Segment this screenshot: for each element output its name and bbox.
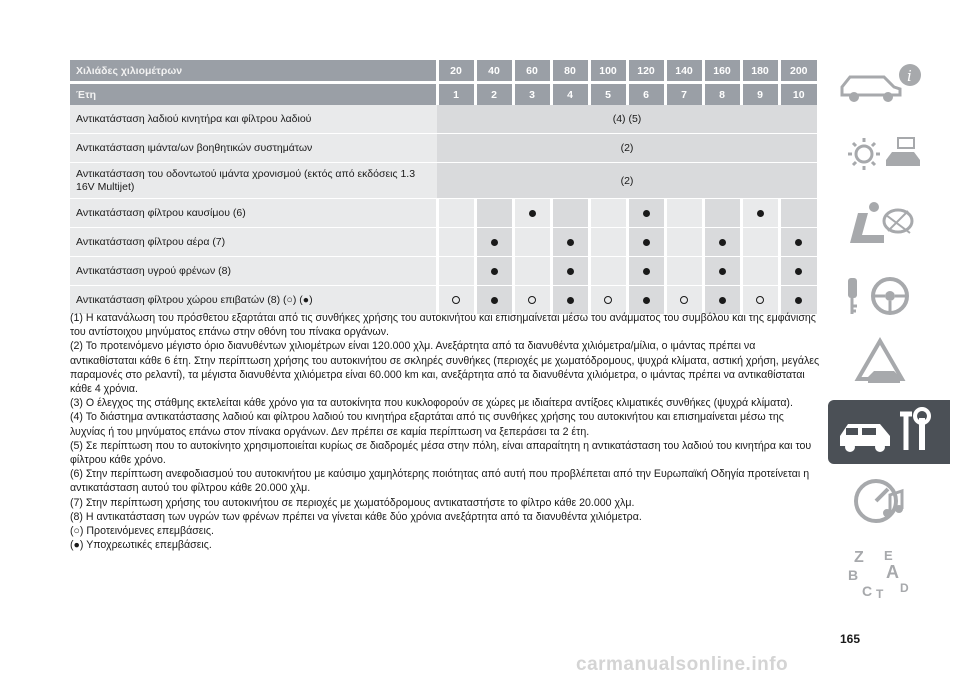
airbag-seat-icon: [828, 193, 950, 257]
years-header-cell: 10: [779, 83, 817, 106]
interval-cell: [703, 228, 741, 257]
alphabet-index-icon: [828, 538, 950, 602]
table-row: [70, 105, 817, 134]
row-label: Αντικατάσταση λαδιού κινητήρα και φίλτρου λαδιού: [70, 105, 437, 134]
interval-cell: [589, 228, 627, 257]
interval-cell: [513, 257, 551, 286]
interval-cell: [589, 257, 627, 286]
recommended-ring-icon: [452, 296, 460, 304]
mandatory-dot-icon: [757, 210, 764, 217]
footnote: (6) Στην περίπτωση ανεφοδιασμού του αυτοκινήτου με καύσιμο χαμηλότερης ποιότητας από αυτή που προβλέπεται από την Ευρωπαϊκή Οδηγία προτείνεται η αντικατάσταση αυτού του φίλτρου κάθε 20.000 χλμ.: [70, 468, 810, 495]
recommended-ring-icon: [756, 296, 764, 304]
chapter-tabs: [828, 55, 950, 607]
mandatory-dot-icon: [529, 210, 536, 217]
maintenance-schedule-table: [70, 60, 817, 315]
mandatory-dot-icon: [719, 239, 726, 246]
row-span-note: (2): [437, 134, 817, 163]
km-header-cell: 120: [627, 60, 665, 83]
years-header-cell: 4: [551, 83, 589, 106]
years-header-row: [70, 83, 817, 106]
footnotes: [70, 311, 820, 552]
index-letter: T: [876, 587, 884, 601]
footnote: (8) Η αντικατάσταση των υγρών των φρένων πρέπει να γίνεται κάθε δύο χρόνια ανεξάρτητα από τα διανυθέντα χιλιόμετρα.: [70, 510, 642, 523]
years-header-cell: 6: [627, 83, 665, 106]
mandatory-dot-icon: [643, 297, 650, 304]
tab-starting-driving[interactable]: [828, 262, 950, 326]
km-header-row: [70, 60, 817, 83]
row-label: Αντικατάσταση υγρού φρένων (8): [70, 257, 437, 286]
footnote: (7) Στην περίπτωση χρήσης του αυτοκινήτου σε περιοχές με χωματόδρομους αντικαταστήστε το φίλτρο κάθε 20.000 χλμ.: [70, 496, 635, 509]
tab-maintenance[interactable]: [828, 400, 950, 464]
recommended-ring-icon: [528, 296, 536, 304]
index-letter: A: [886, 562, 899, 582]
km-header-cell: 40: [475, 60, 513, 83]
footnote: (2) Το προτεινόμενο μέγιστο όριο διανυθέντων χιλιομέτρων είναι 120.000 χλμ. Ανεξάρτητα από τα διανυθέντα χιλιόμετρα/μίλια, ο ιμάντας πρέπει να αντικαθίσταται κάθε 6 έτη. Στην περίπτωση χρήσης του αυτοκινήτου σε σκληρές συνθήκες (περιοχές με χωματόδρομους, ψυχρά κλίματα, αστική χρήση, μεγάλες παραμονές στο ρελαντί), τα μέγιστα διανυθέντα χιλιόμετρα είναι 60.000 km και, ανεξάρτητα από τα διανυθέντα χιλιόμετρα, ο ιμάντας πρέπει να αντικαθίσταται κάθε 4 χρόνια.: [70, 340, 820, 396]
mandatory-dot-icon: [719, 297, 726, 304]
footnote: (○) Προτεινόμενες επεμβάσεις.: [70, 525, 214, 538]
interval-cell: [551, 228, 589, 257]
dashboard-lights-icon: [828, 124, 950, 188]
interval-cell: [779, 199, 817, 228]
mandatory-dot-icon: [491, 268, 498, 275]
mandatory-dot-icon: [795, 239, 802, 246]
mandatory-dot-icon: [719, 268, 726, 275]
table-row: [70, 228, 817, 257]
mandatory-dot-icon: [567, 239, 574, 246]
index-letter: E: [884, 548, 893, 563]
mandatory-dot-icon: [491, 239, 498, 246]
km-header-cell: 140: [665, 60, 703, 83]
interval-cell: [437, 199, 475, 228]
interval-cell: [627, 199, 665, 228]
mandatory-dot-icon: [795, 268, 802, 275]
table-row: [70, 199, 817, 228]
gauge-music-icon: [828, 469, 950, 533]
years-header-label: Έτη: [70, 83, 437, 106]
years-header-cell: 2: [475, 83, 513, 106]
tab-index[interactable]: [828, 538, 950, 602]
index-letter: C: [862, 583, 873, 599]
km-header-cell: 160: [703, 60, 741, 83]
tab-emergency[interactable]: [828, 331, 950, 395]
interval-cell: [475, 228, 513, 257]
svg-text:i: i: [907, 67, 912, 85]
row-label: Αντικατάσταση ιμάντα/ων βοηθητικών συστημάτων: [70, 134, 437, 163]
index-letter: D: [900, 581, 909, 595]
index-letter: Z: [854, 549, 864, 566]
interval-cell: [551, 199, 589, 228]
interval-cell: [741, 257, 779, 286]
interval-cell: [437, 257, 475, 286]
table-row: [70, 257, 817, 286]
index-letter: B: [848, 567, 859, 583]
mandatory-dot-icon: [643, 210, 650, 217]
years-header-cell: 1: [437, 83, 475, 106]
row-label: Αντικατάσταση του οδοντωτού ιμάντα χρονισμού (εκτός από εκδόσεις 1.3 16V Multijet): [70, 163, 437, 199]
table-row: [70, 163, 817, 199]
years-header-cell: 5: [589, 83, 627, 106]
row-span-note: (2): [437, 163, 817, 199]
interval-cell: [513, 199, 551, 228]
footnote: (5) Σε περίπτωση που το αυτοκίνητο χρησιμοποιείται κυρίως σε διαδρομές μέσα στην πόλη, είναι απαραίτητη η αντικατάσταση του λαδιού του κινητήρα και του φίλτρου κάθε χρόνο.: [70, 439, 812, 467]
row-span-note: (4) (5): [437, 105, 817, 134]
years-header-cell: 3: [513, 83, 551, 106]
interval-cell: [779, 257, 817, 286]
interval-cell: [551, 257, 589, 286]
footnote: (4) Το διάστημα αντικατάστασης λαδιού και φίλτρου λαδιού του κινητήρα εξαρτάται από τις συνθήκες χρήσης του αυτοκινήτου και επισημαίνεται μέσω της λυχνίας ή του μηνύματος επάνω στον πίνακα οργάνων. Δεν πρέπει σε καμία περίπτωση να ξεπεράσει τα 2 έτη.: [70, 411, 784, 438]
km-header-cell: 200: [779, 60, 817, 83]
table-row: [70, 134, 817, 163]
row-label: Αντικατάσταση φίλτρου χώρου επιβατών (8) (○) (●): [70, 286, 437, 315]
interval-cell: [703, 257, 741, 286]
interval-cell: [779, 228, 817, 257]
interval-cell: [741, 199, 779, 228]
footnote: (1) Η κατανάλωση του πρόσθετου εξαρτάται από τις συνθήκες χρήσης του αυτοκινήτου και επισημαίνεται μέσω του ανάμματος του συμβόλου και της εμφάνισης του αντίστοιχου μηνύματος επάνω στην οθόνη του πίνακα οργάνων.: [70, 312, 816, 339]
km-header-label: Χιλιάδες χιλιομέτρων: [70, 60, 437, 83]
interval-cell: [475, 199, 513, 228]
footnote: (3) Ο έλεγχος της στάθμης εκτελείται κάθε χρόνο για τα αυτοκίνητα που κυκλοφορούν σε χώρες με ιδιαίτερα αντίξοες κλιματικές συνθήκες (ψυχρά κλίματα).: [70, 397, 793, 410]
recommended-ring-icon: [680, 296, 688, 304]
warning-triangle-car-icon: [828, 331, 950, 395]
km-header-cell: 60: [513, 60, 551, 83]
interval-cell: [741, 228, 779, 257]
car-service-tools-icon: [828, 400, 950, 464]
recommended-ring-icon: [604, 296, 612, 304]
interval-cell: [627, 228, 665, 257]
key-steering-icon: [828, 262, 950, 326]
years-header-cell: 9: [741, 83, 779, 106]
mandatory-dot-icon: [567, 297, 574, 304]
interval-cell: [665, 228, 703, 257]
interval-cell: [627, 257, 665, 286]
km-header-cell: 180: [741, 60, 779, 83]
years-header-cell: 8: [703, 83, 741, 106]
car-info-icon: [828, 55, 950, 119]
interval-cell: [513, 228, 551, 257]
interval-cell: [703, 199, 741, 228]
km-header-cell: 80: [551, 60, 589, 83]
mandatory-dot-icon: [567, 268, 574, 275]
interval-cell: [475, 257, 513, 286]
years-header-cell: 7: [665, 83, 703, 106]
interval-cell: [665, 257, 703, 286]
km-header-cell: 20: [437, 60, 475, 83]
row-label: Αντικατάσταση φίλτρου καυσίμου (6): [70, 199, 437, 228]
footnote: (●) Υποχρεωτικές επεμβάσεις.: [70, 539, 212, 552]
tab-technical-data[interactable]: [828, 469, 950, 533]
row-label: Αντικατάσταση φίλτρου αέρα (7): [70, 228, 437, 257]
mandatory-dot-icon: [795, 297, 802, 304]
tab-dashboard-lights[interactable]: [828, 124, 950, 188]
interval-cell: [589, 199, 627, 228]
page-number: 165: [840, 632, 861, 646]
watermark: carmanualsonline.info: [576, 654, 789, 675]
mandatory-dot-icon: [643, 239, 650, 246]
km-header-cell: 100: [589, 60, 627, 83]
interval-cell: [665, 199, 703, 228]
tab-vehicle-info[interactable]: [828, 55, 950, 119]
interval-cell: [437, 228, 475, 257]
mandatory-dot-icon: [643, 268, 650, 275]
mandatory-dot-icon: [491, 297, 498, 304]
tab-safety[interactable]: [828, 193, 950, 257]
